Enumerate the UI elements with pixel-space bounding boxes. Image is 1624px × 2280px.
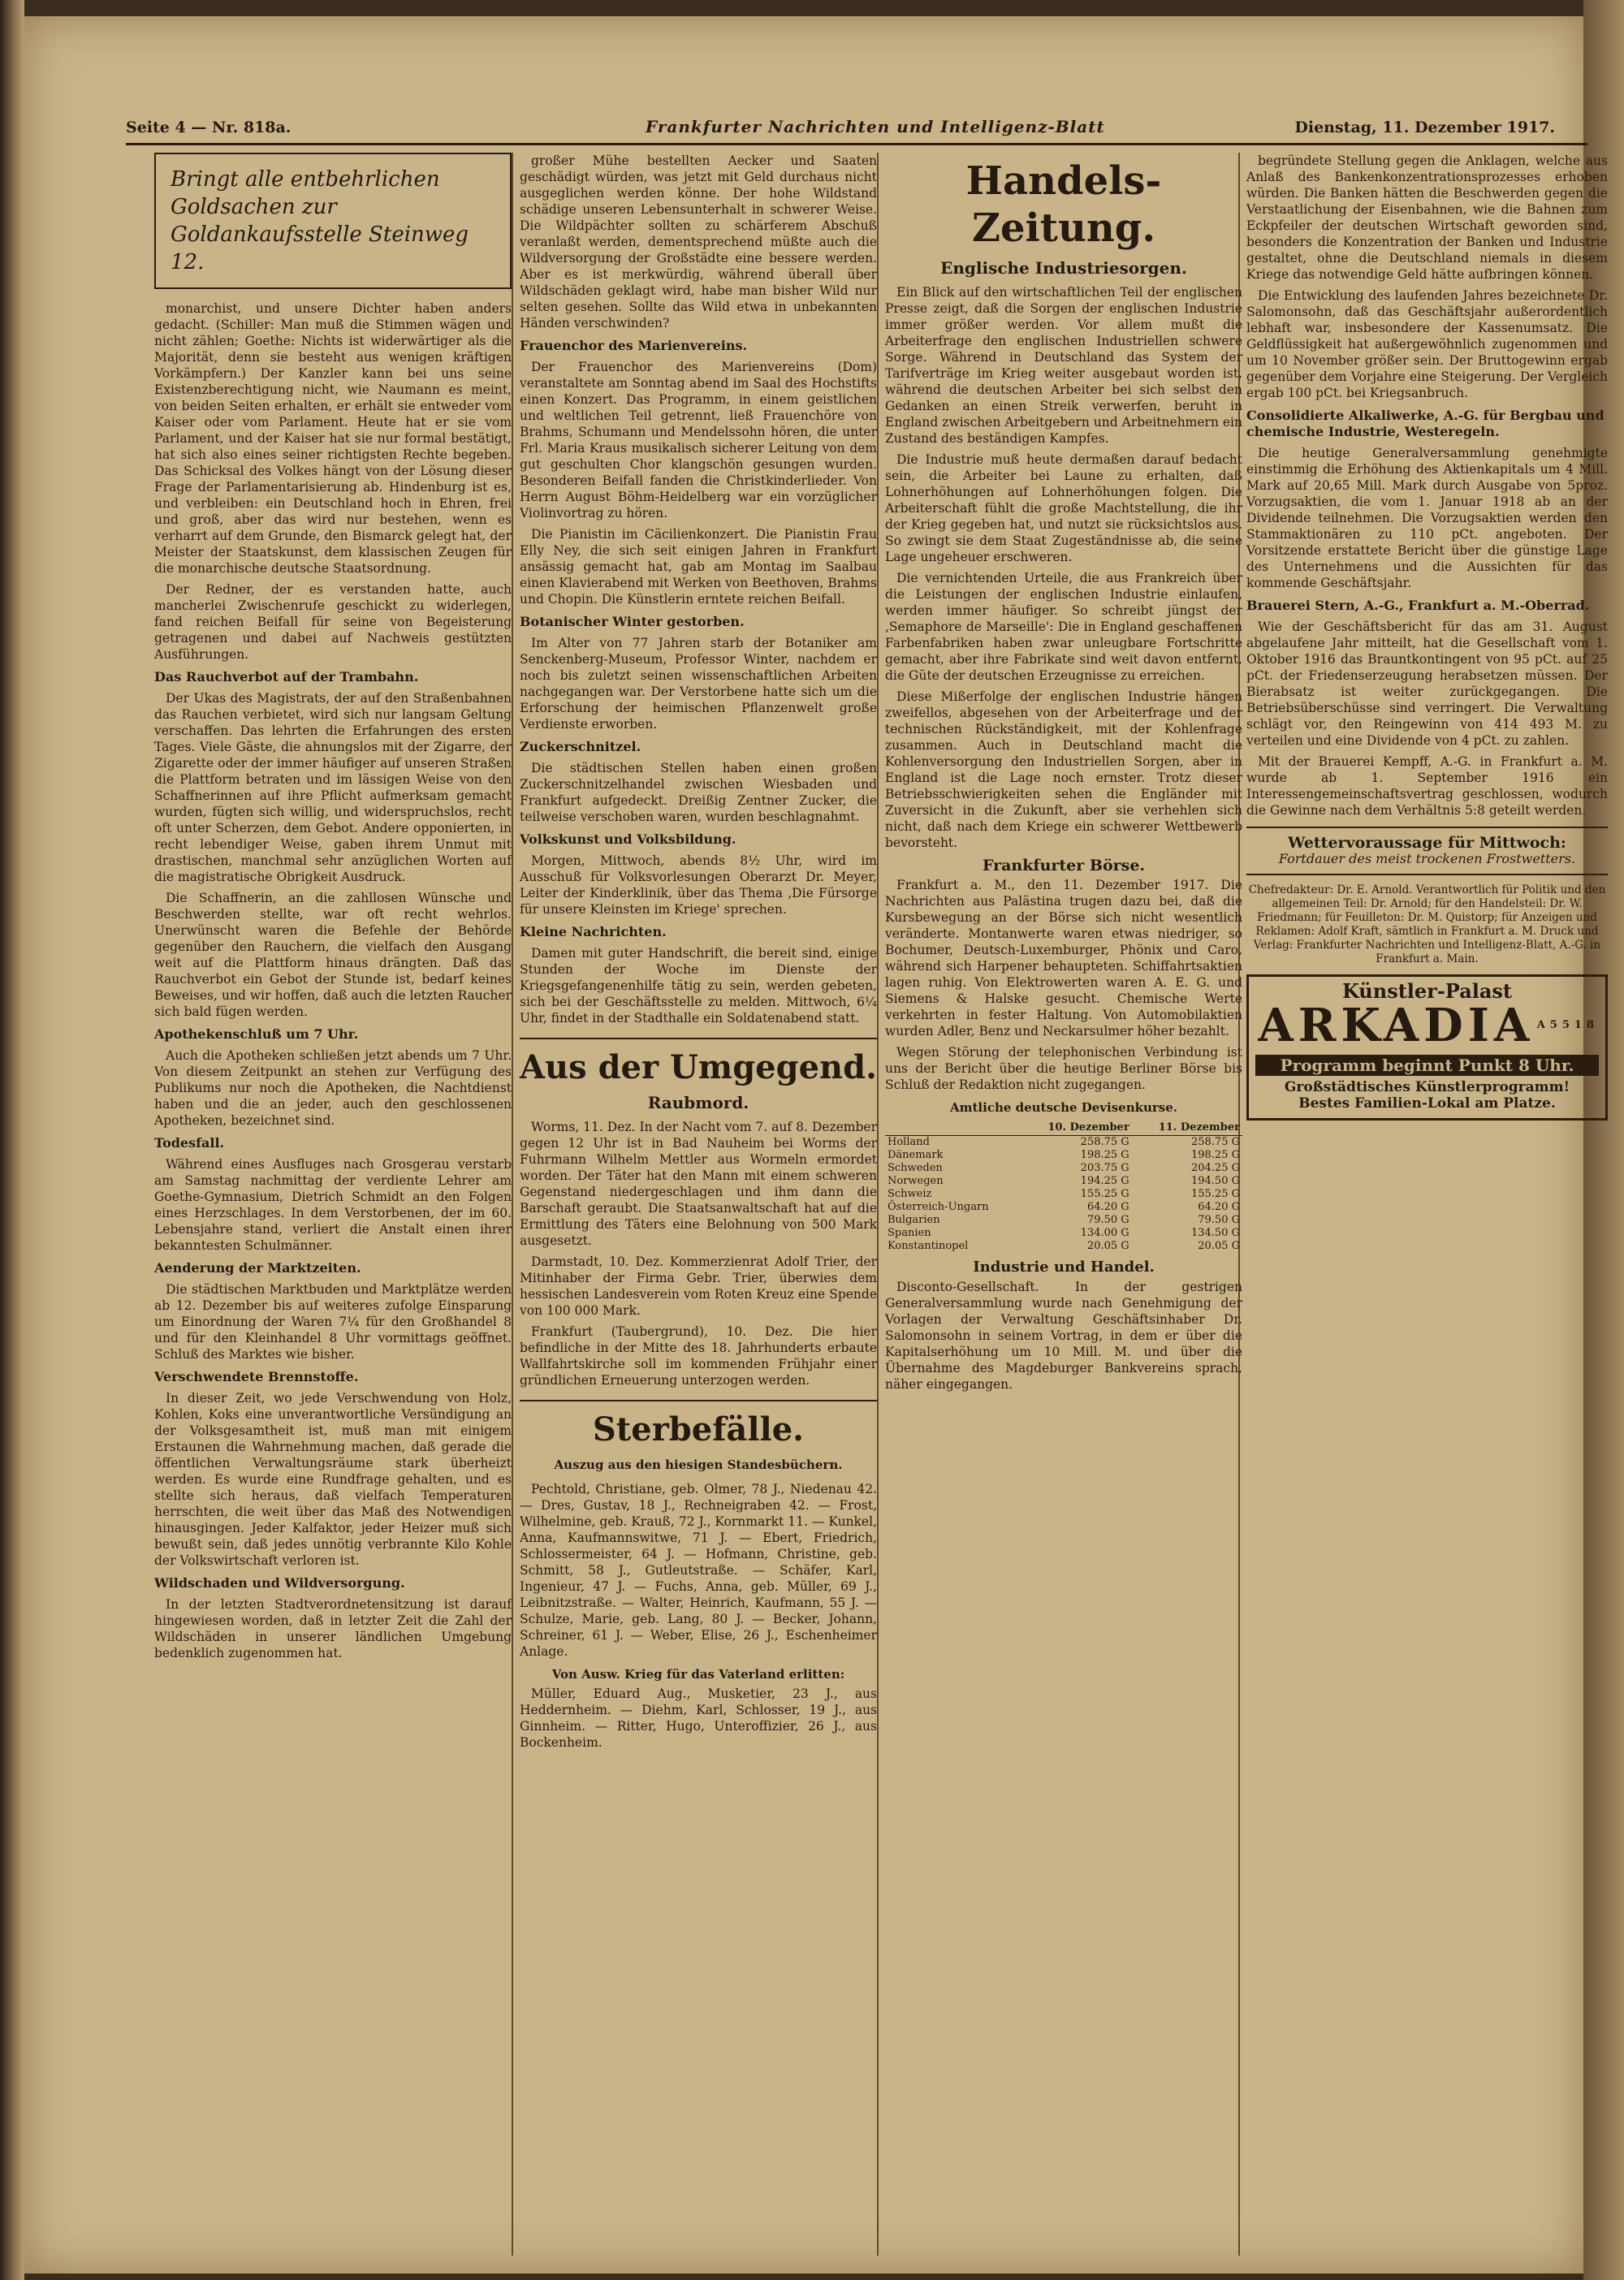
book-binding-edge [0, 0, 24, 2280]
table-cell: 20.05 G [1086, 1240, 1129, 1252]
article-text: Darmstadt, 10. Dez. Kommerzienrat Adolf Trier, der Mitinhaber der Firma Gebr. Trier, überwies dem hessischen Landesverein vom Roten Kreuz eine Spende von 100 000 Mark. [520, 1254, 877, 1318]
gold-ad-box: Bringt alle entbehrlichen Goldsachen zur Goldankaufsstelle Steinweg 12. [154, 153, 512, 289]
section-subheading: Raubmord. [647, 1093, 749, 1112]
article-heading: Apothekenschluß um 7 Uhr. [154, 1026, 359, 1042]
article-heading: Von Ausw. Krieg für das Vaterland erlitten: [551, 1667, 845, 1682]
article-text: Die heutige Generalversammlung genehmigte einstimmig die Erhöhung des Aktienkapitals um 4 Mill. Mark auf 20,65 Mill. Mark durch Ausgabe von 5proz. Vorzugsaktien, die vom 1. Januar 1918 ab an der Dividende teilnehmen. Die Vorzugsaktien werden den Stammaktionären zu 110 pCt. angeboten. Der Vorsitzende erstattete Bericht über die günstige Lage des Unternehmens und die Aussichten für das kommende Geschäftsjahr. [1246, 446, 1608, 590]
article-heading: Aenderung der Marktzeiten. [154, 1260, 361, 1276]
table-cell: Dänemark [888, 1149, 944, 1161]
weather-text: Fortdauer des meist trockenen Frostwetters. [1278, 851, 1576, 866]
article-text: Diese Mißerfolge der englischen Industrie hängen zweifellos, abgesehen von der Arbeiterfrage und der technischen Rückständigkeit, mit der Kohlenfrage zusammen. Auch in Deutschland macht die Kohlenversorgung den Industriellen Sorgen, aber in England ist die Lage noch ernster. Trotz dieser Betriebsschwierigkeiten sehen die Engländer mit Zuversicht in die Zukunft, aber sie verhehlen sich nicht, daß nach dem Kriege ein schwerer Wettbewerb bevorsteht. [885, 689, 1242, 850]
article-text: In der letzten Stadtverordnetensitzung ist darauf hingewiesen worden, daß in letzter Zeit die Zahl der Wildschäden in unserer ländlichen Umgebung bedenklich zugenommen hat. [154, 1597, 512, 1660]
table-cell: Schweiz [888, 1188, 932, 1200]
column-4 [1246, 153, 1608, 2264]
table-cell: 79.50 G [1198, 1214, 1240, 1226]
article-text: Morgen, Mittwoch, abends 8½ Uhr, wird im Ausschuß für Volksvorlesungen Oberarzt Dr. Meyer, Leiter der Kinderklinik, über das Thema ‚Die Fürsorge für unsere Kleinsten im Kriege' sprechen. [520, 853, 877, 917]
table-row [885, 1162, 1242, 1175]
article-heading: Frankfurter Börse. [982, 857, 1146, 874]
page-number: Seite 4 — Nr. 818a. [126, 119, 292, 136]
article-text: Die städtischen Stellen haben einen großen Zuckerschnitzelhandel zwischen Wiesbaden und Frankfurt aufgedeckt. Dreißig Zentner Zucker, die teilweise verschoben waren, wurden beschlagnahmt. [520, 761, 877, 824]
article-heading: Amtliche deutsche Devisenkurse. [949, 1100, 1178, 1115]
table-cell: Konstantinopel [888, 1240, 969, 1252]
impressum: Chefredakteur: Dr. E. Arnold. Verantwortlich für Politik und den allgemeinen Teil: Dr. Arnold; für den Handelsteil: Dr. W. Friedmann; für Feuilleton: Dr. M. Quistorp; für Anzeigen und Reklamen: Adolf Kraft, sämtlich in Frankfurt a. M. Druck und Verlag: Frankfurter Nachrichten und Intelligenz-Blatt, A.-G. in Frankfurt a. Main. [1248, 883, 1606, 965]
ad-slogan: Bestes Familien-Lokal am Platze. [1298, 1095, 1556, 1112]
article-heading: Todesfall. [154, 1135, 225, 1151]
table-cell: Österreich-Ungarn [888, 1201, 989, 1213]
article-heading: Consolidierte Alkaliwerke, A.-G. für Bergbau und chemische Industrie, Westeregeln. [1246, 408, 1605, 439]
section-heading-umgegend: Aus der Umgegend. [520, 1038, 877, 1088]
table-header-row [885, 1121, 1242, 1136]
article-heading: Brauerei Stern, A.-G., Frankfurt a. M.-Oberrad. [1246, 598, 1590, 613]
article-text: Der Ukas des Magistrats, der auf den Straßenbahnen das Rauchen verbietet, wird sich nur langsam Geltung verschaffen. Das lehrten die Erfahrungen des ersten Tages. Viele Gäste, die ahnungslos mit der Zigarre, der Zigarette oder der immer häufiger auf unseren Straßen die Plattform betraten und im lässigen Weise von den Schaffnerinnen auf ihre Pflicht aufmerksam gemacht wurden, fügten sich willig, und widerspruchslos, recht oft unter Scherzen, dem Gebot. Andere opponierten, in recht lebendiger Weise, gaben ihrem Unmut mit drastischen, manchmal sehr anzüglichen Worten auf die magistratische Obrigkeit Ausdruck. [154, 691, 512, 884]
exchange-rate-table [885, 1121, 1242, 1253]
ad-program-start: Programm beginnt Punkt 8 Uhr. [1255, 1055, 1599, 1076]
article-text: Frankfurt a. M., den 11. Dezember 1917. Die Nachrichten aus Palästina trugen dazu bei, daß die Kursbewegung an der Börse sich nicht wesentlich veränderte. Montanwerte waren etwas niedriger, so Bochumer, Deutsch-Luxemburger, Phönix und Caro, während sich Harpener behaupteten. Schiffahrtsaktien lagen ruhig. Von Elektrowerten waren A. E. G. und Siemens & Halske gesucht. Chemische Werte verkehrten in fester Haltung. Von Automobilaktien wurden Adler, Benz und Neckarsulmer höher bezahlt. [885, 878, 1242, 1039]
table-row [885, 1136, 1242, 1150]
article-text: Wegen Störung der telephonischen Verbindung ist uns der Bericht über die heutige Berliner Börse bis Schluß der Redaktion nicht zugegangen. [885, 1045, 1242, 1092]
table-cell: Spanien [888, 1227, 931, 1239]
article-heading: Industrie und Handel. [973, 1259, 1155, 1276]
arkadia-ad [1246, 974, 1608, 1121]
table-row [885, 1240, 1242, 1253]
table-cell: 204.25 G [1190, 1162, 1240, 1174]
table-cell: 198.25 G [1190, 1149, 1240, 1161]
article-text: Im Alter von 77 Jahren starb der Botaniker am Senckenberg-Museum, Professor Winter, nachdem er noch bis zuletzt seinen wissenschaftlichen Arbeiten nachgegangen war. Der Verstorbene hatte sich um die Erforschung der heimischen Pflanzenwelt große Verdienste erworben. [520, 636, 877, 732]
issue-date: Dienstag, 11. Dezember 1917. [1294, 119, 1555, 136]
article-text: Die Pianistin im Cäcilienkonzert. Die Pianistin Frau Elly Ney, die sich seit einigen Jahren in Frankfurt ansässig gemacht hat, gab am Montag im Saalbau einen Klavierabend mit Werken von Beethoven, Brahms und Chopin. Die Künstlerin erntete reichen Beifall. [520, 527, 877, 607]
article-text: Der Frauenchor des Marienvereins (Dom) veranstaltete am Sonntag abend im Saal des Hochstifts einen Konzert. Das Programm, in einem geistlichen und weltlichen Teil getrennt, ließ Frauenchöre von Brahms, Schumann und Mendelssohn hören, die unter Frl. Maria Kraus musikalisch sicherer Leitung von dem gut geschulten Chor klangschön gesungen wurden. Besonderen Beifall fanden die Christkinderlieder. Von Herrn August Böhm-Heidelberg war ein vorzüglicher Violinvortrag zu hören. [520, 360, 877, 520]
article-text: Während eines Ausfluges nach Grosgerau verstarb am Samstag nachmittag der verdiente Lehrer am Goethe-Gymnasium, Dietrich Schmidt an den Folgen eines Herzschlages. In dem Verstorbenen, der im 60. Lebensjahre stand, verliert die Anstalt einen ihrer bekanntesten Schulmänner. [154, 1157, 512, 1253]
article-text: Frankfurt (Taubergrund), 10. Dez. Die hier befindliche in der Mitte des 18. Jahrhunderts erbaute Wallfahrtskirche soll im kommenden Frühjahr einer gründlichen Erneuerung unterzogen werden. [520, 1324, 877, 1388]
table-cell: 64.20 G [1086, 1201, 1129, 1213]
table-cell: 79.50 G [1086, 1214, 1129, 1226]
death-notices: Müller, Eduard Aug., Musketier, 23 J., aus Heddernheim. — Diehm, Karl, Schlosser, 19 J., aus Ginnheim. — Ritter, Hugo, Unteroffizier, 26 J., aus Bockenheim. [520, 1686, 877, 1750]
article-text: großer Mühe bestellten Aecker und Saaten geschädigt würden, was jetzt mit Geld durchaus nicht ausgeglichen werden könne. Der hohe Wildstand schädige unseren Lebensunterhalt in schwerer Weise. Die Wildpächter sollten zu schärferem Abschuß veranlaßt werden, dementsprechend müßte auch die Wildversorgung der Großstädte eine bessere werden. Aber es ist merkwürdig, während überall über Wildschäden geklagt wird, habe man bisher Wild nur selten gesehen. Sollte das Wild etwa in unbekannten Händen verschwinden? [520, 153, 877, 330]
article-text: Worms, 11. Dez. In der Nacht vom 7. auf 8. Dezember gegen 12 Uhr ist in Bad Nauheim bei Worms der Fuhrmann Wilhelm Mettler aus Wormeln ermordet worden. Der Täter hat den Mann mit einem schweren Gegenstand niedergeschlagen und ihm dann die Barschaft geraubt. Die Staatsanwaltschaft hat auf die Ermittlung des Täters eine Belohnung von 500 Mark ausgesetzt. [520, 1120, 877, 1248]
article-text: Die städtischen Marktbuden und Marktplätze werden ab 12. Dezember bis auf weiteres zufolge Einsparung um Einordnung der Waren 7¼ für den Großhandel 8 und für den Kleinhandel 8 Uhr vormittags geöffnet. Schluß des Marktes wie bisher. [154, 1282, 512, 1362]
table-cell: 258.75 G [1190, 1136, 1240, 1148]
table-cell: 194.50 G [1190, 1175, 1240, 1187]
table-header: 10. Dezember [1021, 1121, 1131, 1136]
article-text: Ein Blick auf den wirtschaftlichen Teil der englischen Presse zeigt, daß die Sorgen der englischen Industrie immer größer werden. Vor allem mußt die Arbeiterfrage den englischen Industriellen schwere Sorge. Während in Deutschland das System der Tarifverträge im Krieg weiter ausgebaut worden ist, während die deutschen Arbeiter bei sich selbst den Gedanken an einen Streik verwerfen, beruht in England zwischen Arbeitgebern und Arbeitnehmern ein Zustand des beständigen Kampfes. [885, 285, 1242, 446]
article-heading: Wildschaden und Wildversorgung. [154, 1575, 405, 1591]
article-heading: Botanischer Winter gestorben. [520, 614, 745, 629]
column-1 [154, 153, 512, 2264]
article-heading: Volkskunst und Volksbildung. [520, 831, 736, 847]
article-text: Der Redner, der es verstanden hatte, auch mancherlei Zwischenrufe geschickt zu widerlegen, fand reichen Beifall für seine von Begeisterung getragenen und dabei auf Nachweis gestützten Ausführungen. [154, 582, 512, 662]
article-heading: Zuckerschnitzel. [520, 739, 641, 754]
section-subheading: Englische Industriesorgen. [940, 258, 1187, 278]
table-row [885, 1214, 1242, 1227]
column-3 [885, 153, 1242, 2264]
page-header [126, 107, 1587, 141]
table-row [885, 1201, 1242, 1214]
table-cell: 198.25 G [1080, 1149, 1129, 1161]
table-row [885, 1227, 1242, 1240]
section-subheading: Auszug aus den hiesigen Standesbüchern. [554, 1457, 843, 1472]
article-text: Damen mit guter Handschrift, die bereit sind, einige Stunden der Woche im Dienste der Kriegsgefangenenhilfe tätig zu sein, werden gebeten, sich bei der Geschäftsstelle zu melden. Mittwoch, 6¼ Uhr, findet in der Stadthalle ein Soldatenabend statt. [520, 946, 877, 1026]
article-text: Die Industrie muß heute dermaßen darauf bedacht sein, die Arbeiter bei Laune zu erhalten, daß Lohnerhöhungen auf Lohnerhöhungen folgen. Die Arbeiterschaft fühlt die große Machtstellung, die ihr der Krieg gegeben hat, und nutzt sie rücksichtslos aus. So zwingt sie dem Staat Zugeständnisse ab, die seine Lage ungeheuer erschweren. [885, 452, 1242, 564]
table-row [885, 1175, 1242, 1188]
section-heading-handelszeitung: Handels-Zeitung. [965, 158, 1162, 251]
article-text: Wie der Geschäftsbericht für das am 31. August abgelaufene Jahr mitteilt, hat die Gesellschaft vom 1. Oktober 1916 das Brauntkontingent von 95 pCt. auf 25 pCt. der Friedenserzeugung herabsetzen müssen. Der Bierabsatz ist weiter zurückgegangen. Die Betriebsüberschüsse sind verringert. Die Verwaltung schlägt vor, den Reingewinn von 414 493 M. zu verteilen und eine Dividende von 4 pCt. zu zahlen. [1246, 620, 1608, 748]
article-text: begründete Stellung gegen die Anklagen, welche aus Anlaß des Bankenkonzentrationsprozesses erhoben würden. Die Banken hätten die Beschwerden gegen die Verstaatlichung der Eisenbahnen, wie die Bahnen zum Eckpfeiler der deutschen Wirtschaft geworden sind, besonders die Konzentration der Banken und Industrie gestaltet, ohne die Deutschland niemals in diesem Kriege das notwendige Geld hätte aufbringen können. [1246, 153, 1608, 282]
article-text: In dieser Zeit, wo jede Verschwendung von Holz, Kohlen, Koks eine unverantwortliche Versündigung an der Volksgesamtheit ist, muß man mit einigem Erstaunen die Wahrnehmung machen, daß gerade die öffentlichen Verwaltungsräume stark überheizt werden. Es wurde eine Rundfrage gehalten, und es stellte sich heraus, daß vielfach Temperaturen herrschten, die weit über das Maß des Notwendigen hinausgingen. Jeder Kalfaktor, jeder Heizer muß sich bewußt sein, daß jedes unnötig verbrannte Kilo Kohle der Volkswirtschaft verloren ist. [154, 1391, 512, 1568]
article-text: Disconto-Gesellschaft. In der gestrigen Generalversammlung wurde nach Genehmigung der Vorlagen der Verwaltung Geschäftsinhaber Dr. Salomonsohn in seinem Vortrag, in dem er über die Kapitalserhöhung um 10 Mill. M. und über die Übernahme des Magdeburger Bankvereins sprach, näher eingegangen. [885, 1280, 1242, 1392]
article-text: monarchist, und unsere Dichter haben anders gedacht. (Schiller: Man muß die Stimmen wägen und nicht zählen; Goethe: Nichts ist widerwärtiger als die Majorität, denn sie besteht aus wenigen kräftigen Vorkämpfern.) Der Kanzler kann bei uns seine Existenzberechtigung nicht, wie Naumann es meint, von beiden Seiten erhalten, er erhält sie entweder vom Kaiser oder vom Parlament. Heute hat er sie vom Parlament, und der Kaiser hat sie nur formal bestätigt, hat sich also eines seiner richtigsten Rechte begeben. Das Schicksal des Volkes hängt von der Lösung dieser Frage der Parlamentarisierung ab. Hindenburg ist es, und verbleiben: ein Deutschland hoch in Ehren, frei und groß, aber das wird nur bestehen, wenn es verharrt auf dem Grunde, den Bismarck gelegt hat, der Meister der Staatskunst, dem klassischen Zeugen für die monarchische deutsche Staatsordnung. [154, 301, 512, 576]
table-row [885, 1188, 1242, 1201]
table-cell: 20.05 G [1198, 1240, 1240, 1252]
article-heading: Kleine Nachrichten. [520, 924, 667, 939]
article-heading: Frauenchor des Marienvereins. [520, 338, 748, 353]
table-header [885, 1121, 1021, 1136]
table-cell: 155.25 G [1190, 1188, 1240, 1200]
ad-venue-name: A5518 ARKADIA [1258, 999, 1599, 1052]
table-cell: Holland [888, 1136, 930, 1148]
table-header: 11. Dezember [1132, 1121, 1242, 1136]
table-cell: 203.75 G [1080, 1162, 1129, 1174]
article-text: Auch die Apotheken schließen jetzt abends um 7 Uhr. Von diesem Zeitpunkt an stehen zur Verfügung des Publikums nur noch die Apotheken, die Nachtdienst haben und die an jeder, auch den geschlossenen Apotheken, bezeichnet sind. [154, 1048, 512, 1128]
weather-title: Wettervoraussage für Mittwoch: [1288, 834, 1566, 852]
table-cell: 194.25 G [1080, 1175, 1129, 1187]
table-cell: Bulgarien [888, 1214, 940, 1226]
article-text: Die Entwicklung des laufenden Jahres bezeichnete Dr. Salomonsohn, daß das Geschäftsjahr außerordentlich lebhaft war, insbesondere der Kassenumsatz. Die Geldflüssigkeit hat außergewöhnlich zugenommen und um 10 November größer sein. Der Bruttogewinn ergab gegenüber dem Vorjahre eine Steigerung. Der Vergleich ergab 100 pCt. bei Kriegsanbruch. [1246, 288, 1608, 400]
article-heading: Verschwendete Brennstoffe. [154, 1369, 359, 1384]
table-cell: Schweden [888, 1162, 943, 1174]
ad-code: A5518 [1536, 1019, 1599, 1031]
column-2 [520, 153, 877, 2264]
article-heading: Das Rauchverbot auf der Trambahn. [154, 669, 419, 684]
table-cell: 134.00 G [1080, 1227, 1129, 1239]
article-text: Die vernichtenden Urteile, die aus Frankreich über die Leistungen der englischen Industrie einlaufen, werden immer häufiger. So schreibt jüngst der ‚Semaphore de Marseille': Die in England geschaffenen Farbenfabriken haben zwar unleugbare Fortschritte gemacht, aber ihre Fabrikate sind weit davon entfernt, die Güte der deutschen Erzeugnisse zu erreichen. [885, 571, 1242, 683]
table-cell: 64.20 G [1198, 1201, 1240, 1213]
ad-program-desc: Großstädtisches Künstlerprogramm! [1284, 1079, 1570, 1095]
header-rule [126, 143, 1587, 145]
section-heading-sterbefaelle: Sterbefälle. [520, 1400, 877, 1450]
column-divider [877, 153, 879, 2256]
table-cell: Norwegen [888, 1175, 944, 1187]
newspaper-page [24, 16, 1608, 2274]
table-cell: 258.75 G [1080, 1136, 1129, 1148]
article-text: Die Schaffnerin, an die zahllosen Wünsche und Beschwerden stellte, war oft recht wehrlos. Unerwünscht waren die Befehle der Behörde gegenüber den Rauchern, die vielfach den Ausgang weit auf die Plattform hinaus drängten. Daß das Rauchverbot ein Gebot der Stunde ist, bedarf keines Beweises, und wir hoffen, daß auch die letzten Raucher sich bald fügen werden. [154, 891, 512, 1019]
weather-forecast-box [1246, 827, 1608, 875]
column-divider [512, 153, 513, 2256]
table-row [885, 1149, 1242, 1162]
table-cell: 134.50 G [1190, 1227, 1240, 1239]
newspaper-title: Frankfurter Nachrichten und Intelligenz-Blatt [646, 117, 1105, 136]
ad-venue-label: Künstler-Palast [1341, 979, 1513, 1003]
death-notices: Pechtold, Christiane, geb. Olmer, 78 J., Niedenau 42. — Dres, Gustav, 18 J., Rechneigraben 42. — Frost, Wilhelmine, geb. Krauß, 72 J., Kornmarkt 11. — Kunkel, Anna, Kaufmannswitwe, 71 J. — Ebert, Friedrich, Schlossermeister, 64 J. — Hofmann, Christine, geb. Schmitt, 58 J., Gutleutstraße. — Schäfer, Karl, Ingenieur, 47 J. — Fuchs, Anna, geb. Müller, 69 J., Leibnitzstraße. — Walter, Heinrich, Kaufmann, 55 J. — Schulze, Marie, geb. Lang, 80 J. — Becker, Johann, Schreiner, 61 J. — Weber, Elise, 26 J., Eschenheimer Anlage. [520, 1482, 877, 1659]
table-cell: 155.25 G [1080, 1188, 1129, 1200]
article-text: Mit der Brauerei Kempff, A.-G. in Frankfurt a. M. wurde ab 1. September 1916 ein Interessengemeinschaftsvertrag geschlossen, wodurch die Gewinne nach dem Verhältnis 5:8 geteilt werden. [1246, 754, 1608, 818]
